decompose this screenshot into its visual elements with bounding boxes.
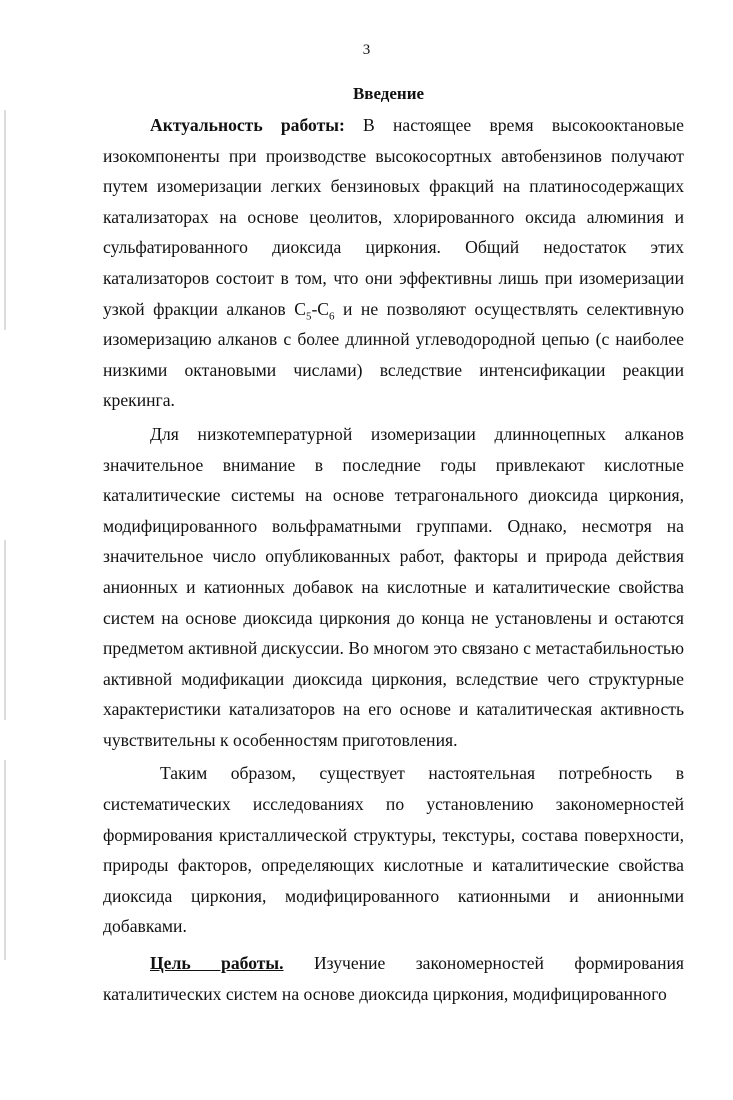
goal-text: Изучение закономерностей формирования каталитических систем на основе диоксида циркония, модифицированного (103, 953, 684, 1004)
paragraph-goal (103, 948, 684, 1009)
formula: $C_5-C_6$ (294, 298, 335, 323)
paragraph-need: Таким образом, существует настоятельная потребность в систематических исследованиях по установлению закономерностей формирования кристаллической структуры, текстуры, состава поверхности, природы факторов, определяющих кислотные и каталитические свойства диоксида циркония, модифицированного катионными и анионными добавками. (103, 763, 684, 937)
paragraph-isomerization: Для низкотемпературной изомеризации длинноцепных алканов значительное внимание в последние годы привлекают кислотные каталитические системы на основе тетрагонального диоксида циркония, модифицированного вольфраматными группами. Однако, несмотря на значительное число опубликованных работ, факторы и природа действия анионных и катионных добавок на кислотные и каталитические свойства систем на основе диоксида циркония до конца не установлены и остаются предметом активной дискуссии. Во многом это связано с метастабильностью активной модификации диоксида циркония, вследствие чего структурные характеристики катализаторов на его основе и каталитическая активность чувствительны к особенностям приготовления. (103, 423, 684, 750)
paragraph-relevance (103, 110, 684, 416)
body-text (103, 110, 684, 1012)
goal-label: Цель работы. (150, 953, 284, 974)
relevance-text-continued: и не позволяют осуществлять селективную изомеризацию алканов с более длинной углеводородной цепью (с наиболее низкими октановыми числами) вследствие интенсификации реакции крекинга. (103, 298, 685, 411)
relevance-text: В настоящее время высокооктановые изокомпоненты при производстве высокосортных автобензинов получают путем изомеризации легких бензиновых фракций на платиносодержащих катализаторах на основе цеолитов, хлорированного оксида алюминия и сульфатированного диоксида циркония. Общий недостаток этих катализаторов состоит в том, что они эффективны лишь при изомеризации узкой фракции алканов (103, 115, 684, 319)
page-number: 3 (362, 42, 371, 58)
scan-edge-mark (4, 540, 6, 720)
section-heading: Введение (352, 84, 425, 103)
scan-edge-mark (4, 110, 6, 330)
scan-edge-mark (4, 760, 6, 960)
relevance-label: Актуальность работы: (150, 115, 345, 135)
